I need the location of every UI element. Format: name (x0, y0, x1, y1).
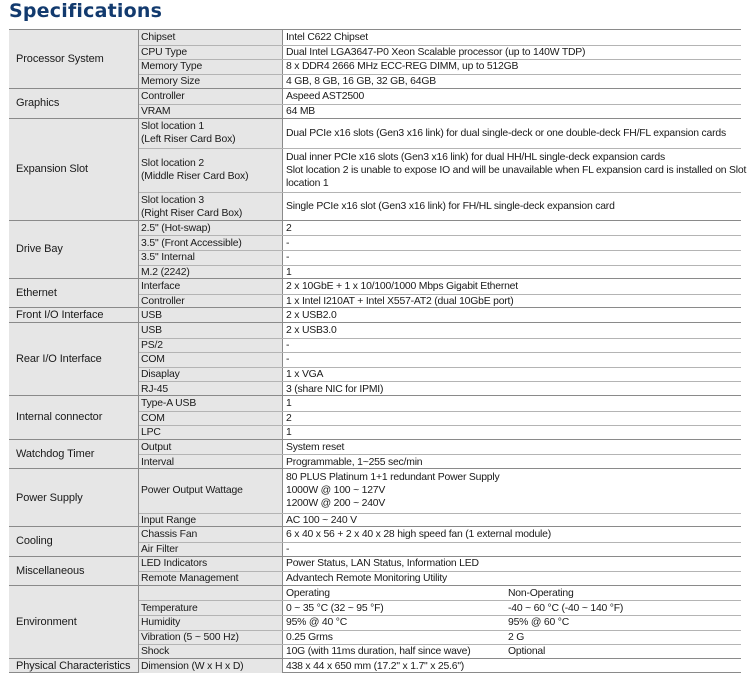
row-label (139, 543, 283, 557)
row-label (139, 353, 283, 367)
row-label (139, 105, 283, 119)
table-row (139, 192, 741, 221)
spec-section-power-supply (9, 468, 741, 526)
row-value (283, 586, 741, 601)
row-label (139, 193, 283, 221)
row-label (139, 557, 283, 572)
table-row (139, 396, 741, 411)
spec-section-drive-bay (9, 220, 741, 278)
row-value-nonoperating: 2 G (508, 631, 525, 643)
row-label (139, 616, 283, 630)
row-value-text: 4 GB, 8 GB, 16 GB, 32 GB, 64GB (286, 76, 436, 88)
row-label (139, 221, 283, 236)
spec-section-watchdog-timer (9, 439, 741, 468)
row-value-text: Dual Intel LGA3647-P0 Xeon Scalable processor (up to 140W TDP) (286, 46, 586, 58)
row-value-nonoperating: Optional (508, 646, 546, 658)
spec-section-ethernet (9, 278, 741, 307)
row-label-text: Slot location 2 (141, 158, 205, 170)
row-value (283, 368, 741, 382)
table-row (139, 265, 741, 280)
row-value-text: - (286, 339, 290, 351)
row-value (283, 469, 741, 513)
row-value-text: 1 (286, 397, 292, 409)
row-value-text: Dual PCIe x16 slots (Gen3 x16 link) for dual single-deck or one double-deck FH/FL expansion cards (286, 127, 726, 139)
row-value (283, 119, 741, 148)
row-value-text: Advantech Remote Monitoring Utility (286, 573, 448, 585)
row-label-text: M.2 (2242) (141, 266, 190, 278)
row-label-text: USB (141, 324, 162, 336)
section-category: Rear I/O Interface (9, 323, 139, 395)
row-label (139, 368, 283, 382)
row-label-text: Dimension (W x H x D) (141, 660, 244, 672)
row-value-text: Power Status, LAN Status, Information LED (286, 558, 479, 570)
table-row (139, 381, 741, 396)
row-label (139, 426, 283, 440)
row-value-text: 2 x 10GbE + 1 x 10/100/1000 Mbps Gigabit Ethernet (286, 280, 518, 292)
row-label-text: Controller (141, 91, 185, 103)
table-row (139, 600, 741, 615)
spec-section-front-i-o-interface (9, 307, 741, 322)
row-label-text: RJ-45 (141, 383, 168, 395)
row-label-text: Remote Management (141, 573, 239, 585)
row-value (283, 149, 747, 192)
row-value (283, 251, 741, 265)
row-label-text: Humidity (141, 617, 181, 629)
section-category: Drive Bay (9, 221, 139, 278)
row-label (139, 412, 283, 426)
row-value (283, 279, 741, 294)
row-label-subtext: (Right Riser Card Box) (141, 207, 243, 219)
section-category: Power Supply (9, 469, 139, 526)
table-row (139, 557, 741, 572)
spec-section-processor-system (9, 30, 741, 88)
row-value-text: Slot location 2 is unable to expose IO and will be unavailable when FL expansion card is installed on Slot (286, 164, 747, 176)
row-label (139, 149, 283, 192)
row-value-text: Aspeed AST2500 (286, 91, 365, 103)
row-label (139, 323, 283, 338)
row-label-text: Temperature (141, 602, 198, 614)
row-value-text: 0.25 Grms (286, 631, 333, 643)
row-label-text: Memory Size (141, 76, 200, 88)
row-value-text: 1000W @ 100 ~ 127V (286, 485, 386, 497)
table-row (139, 45, 741, 60)
row-label-text: Shock (141, 646, 170, 658)
row-label-text: Output (141, 441, 172, 453)
table-row (139, 89, 741, 104)
row-label (139, 572, 283, 586)
row-value (283, 193, 741, 221)
row-value (283, 339, 741, 353)
section-category: Physical Characteristics (9, 659, 139, 673)
row-label-text: Vibration (5 ~ 500 Hz) (141, 631, 239, 643)
row-value (283, 645, 741, 659)
row-value-text: 6 x 40 x 56 + 2 x 40 x 28 high speed fan (1 external module) (286, 529, 551, 541)
row-label-subtext: (Middle Riser Card Box) (141, 171, 249, 183)
table-row (139, 59, 741, 74)
row-value (283, 514, 741, 528)
row-label (139, 236, 283, 250)
table-row (139, 119, 741, 148)
row-value-text: 10G (with 11ms duration, half since wave) (286, 646, 471, 658)
table-row (139, 571, 741, 586)
row-value (283, 308, 741, 323)
row-value (283, 631, 741, 645)
row-value (283, 426, 741, 440)
row-value-text: 2 x USB2.0 (286, 310, 337, 322)
section-category: Front I/O Interface (9, 308, 139, 322)
table-row (139, 367, 741, 382)
section-category: Miscellaneous (9, 557, 139, 585)
table-row (139, 250, 741, 265)
row-value (283, 295, 741, 309)
row-value-text: 95% @ 40 °C (286, 617, 348, 629)
row-label-text: COM (141, 354, 165, 366)
table-row (139, 659, 741, 674)
row-value (283, 659, 741, 674)
spec-section-environment (9, 585, 741, 658)
table-row (139, 469, 741, 513)
row-label (139, 527, 283, 542)
row-label (139, 46, 283, 60)
table-row (139, 644, 741, 659)
section-category: Internal connector (9, 396, 139, 439)
row-label (139, 251, 283, 265)
row-value (283, 266, 741, 280)
table-row (139, 104, 741, 119)
table-row (139, 74, 741, 89)
table-row (139, 148, 747, 192)
row-value (283, 236, 741, 250)
row-value-text: 1 x Intel I210AT + Intel X557-AT2 (dual 10GbE port) (286, 296, 514, 308)
row-label-text: CPU Type (141, 46, 187, 58)
row-label (139, 440, 283, 455)
row-label (139, 119, 283, 148)
row-value-text: System reset (286, 441, 345, 453)
row-label-text: USB (141, 310, 162, 322)
table-row (139, 425, 741, 440)
row-value-text: 2 x USB3.0 (286, 324, 337, 336)
row-label-text: Disaplay (141, 369, 180, 381)
table-row (139, 235, 741, 250)
table-row (139, 542, 741, 557)
row-value-text: 438 x 44 x 650 mm (17.2" x 1.7" x 25.6") (286, 660, 465, 672)
row-value-text: 2 (286, 222, 292, 234)
table-row (139, 630, 741, 645)
row-label-text: Chipset (141, 31, 176, 43)
row-label (139, 586, 283, 601)
row-label (139, 455, 283, 469)
row-value-text: 80 PLUS Platinum 1+1 redundant Power Supply (286, 472, 500, 484)
section-category: Watchdog Timer (9, 440, 139, 468)
table-row (139, 338, 741, 353)
row-value-text: - (286, 237, 290, 249)
row-value (283, 616, 741, 630)
row-label (139, 60, 283, 74)
row-value-text: Programmable, 1~255 sec/min (286, 456, 423, 468)
spec-section-graphics (9, 88, 741, 117)
row-value (283, 75, 741, 89)
row-label-text: Chassis Fan (141, 529, 198, 541)
row-value-text: 1 x VGA (286, 369, 324, 381)
row-label (139, 645, 283, 659)
section-category: Cooling (9, 527, 139, 555)
row-label (139, 279, 283, 294)
table-row (139, 527, 741, 542)
row-label (139, 75, 283, 89)
row-label-subtext: (Left Riser Card Box) (141, 134, 236, 146)
row-label (139, 631, 283, 645)
table-row (139, 352, 741, 367)
table-row (139, 294, 741, 309)
spec-section-internal-connector (9, 395, 741, 439)
row-value-text: 1 (286, 266, 292, 278)
table-row (139, 411, 741, 426)
row-value-text: 0 ~ 35 °C (32 ~ 95 °F) (286, 602, 384, 614)
row-label-text: LPC (141, 427, 161, 439)
spec-section-physical-characteristics (9, 658, 741, 673)
row-value-text: 1 (286, 427, 292, 439)
row-value (283, 323, 741, 338)
row-label-text: Controller (141, 296, 185, 308)
row-value (283, 601, 741, 615)
row-value (283, 382, 741, 396)
section-category: Expansion Slot (9, 119, 139, 220)
spec-section-expansion-slot (9, 118, 747, 220)
row-value (283, 89, 741, 104)
row-label-text: Type-A USB (141, 397, 197, 409)
row-value (283, 543, 741, 557)
row-value-text: AC 100 ~ 240 V (286, 515, 357, 527)
spec-section-rear-i-o-interface (9, 322, 741, 395)
table-row (139, 221, 741, 236)
row-label (139, 339, 283, 353)
row-value-text: 1200W @ 200 ~ 240V (286, 498, 386, 510)
row-label-text: Slot location 3 (141, 194, 205, 206)
row-label (139, 382, 283, 396)
row-value-text: 64 MB (286, 106, 316, 118)
row-label-text: PS/2 (141, 339, 163, 351)
spec-section-cooling (9, 526, 741, 555)
table-row (139, 279, 741, 294)
row-value (283, 353, 741, 367)
row-value (283, 221, 741, 236)
section-category: Environment (9, 586, 139, 658)
row-value-text: Single PCIe x16 slot (Gen3 x16 link) for FH/HL single-deck expansion card (286, 201, 615, 213)
row-label-text: VRAM (141, 106, 171, 118)
table-row (139, 615, 741, 630)
row-label (139, 601, 283, 615)
row-value-text: 3 (share NIC for IPMI) (286, 383, 384, 395)
row-value-text: Dual inner PCIe x16 slots (Gen3 x16 link) for dual HH/HL single-deck expansion cards (286, 151, 666, 163)
row-label (139, 266, 283, 280)
table-row (139, 454, 741, 469)
row-label-text: 3.5" (Front Accessible) (141, 237, 242, 249)
row-label (139, 396, 283, 411)
table-row (139, 308, 741, 323)
row-label (139, 30, 283, 45)
row-label (139, 295, 283, 309)
row-value (283, 455, 741, 469)
row-label (139, 469, 283, 513)
row-value-text: - (286, 544, 290, 556)
row-value-text: Intel C622 Chipset (286, 31, 368, 43)
row-value-nonoperating: 95% @ 60 °C (508, 617, 570, 629)
row-value (283, 557, 741, 572)
row-value-text: 8 x DDR4 2666 MHz ECC-REG DIMM, up to 512GB (286, 61, 519, 73)
row-label-text: Interval (141, 456, 174, 468)
row-label-text: Input Range (141, 515, 196, 527)
section-category: Graphics (9, 89, 139, 117)
row-label-text: LED Indicators (141, 558, 208, 570)
row-value-nonoperating: Non-Operating (508, 587, 574, 599)
spec-section-miscellaneous (9, 556, 741, 585)
row-label-text: Air Filter (141, 544, 179, 556)
row-label (139, 308, 283, 323)
row-value-text: 2 (286, 412, 292, 424)
row-value-text: - (286, 252, 290, 264)
table-row (139, 30, 741, 45)
row-value (283, 527, 741, 542)
row-label-text: Memory Type (141, 61, 203, 73)
section-category: Processor System (9, 30, 139, 88)
row-label-text: 3.5" Internal (141, 252, 195, 264)
row-label (139, 659, 283, 674)
table-row (139, 323, 741, 338)
page-title: Specifications (9, 0, 163, 22)
section-category: Ethernet (9, 279, 139, 307)
row-value-text: Operating (286, 587, 330, 599)
table-row (139, 586, 741, 601)
row-label-text: Slot location 1 (141, 121, 205, 133)
row-value-text: - (286, 354, 290, 366)
row-label-text: Power Output Wattage (141, 485, 243, 497)
row-value-nonoperating: -40 ~ 60 °C (-40 ~ 140 °F) (508, 602, 624, 614)
row-value-text: location 1 (286, 177, 329, 189)
table-row (139, 440, 741, 455)
row-value (283, 105, 741, 119)
row-value (283, 46, 741, 60)
row-value (283, 412, 741, 426)
row-label (139, 514, 283, 528)
row-label-text: 2.5" (Hot-swap) (141, 222, 211, 234)
row-label (139, 89, 283, 104)
row-value (283, 440, 741, 455)
specifications-table (9, 29, 747, 673)
row-value (283, 60, 741, 74)
table-row (139, 513, 741, 528)
row-label-text: COM (141, 412, 165, 424)
row-value (283, 30, 741, 45)
row-value (283, 396, 741, 411)
row-value (283, 572, 741, 586)
row-label-text: Interface (141, 280, 181, 292)
